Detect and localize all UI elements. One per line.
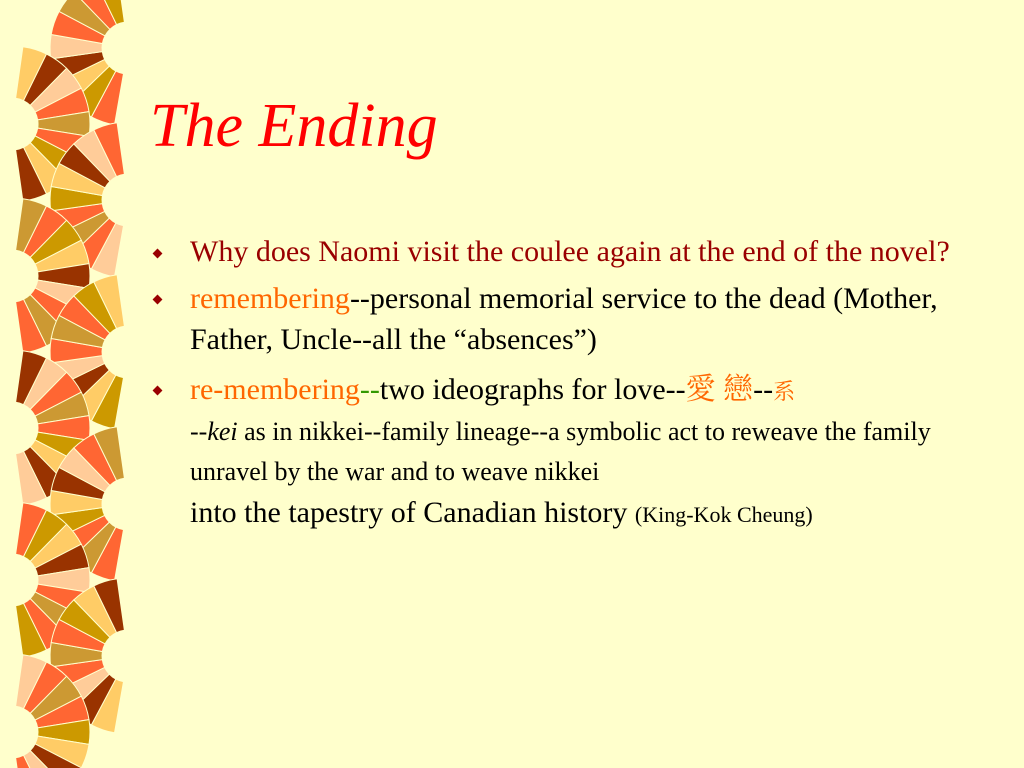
diamond-bullet-icon <box>153 386 163 396</box>
bullet-3-text-a: two ideographs for love-- <box>379 373 686 406</box>
bullet-3-text-b: as in nikkei--family lineage--a symbolic act to reweave the family unravel by the war and to weave nikkei <box>190 417 931 486</box>
bullet-3-dashes-3: -- <box>190 417 208 446</box>
term-re-membering: re-membering <box>190 373 360 406</box>
decorative-wave-border <box>0 0 140 768</box>
term-dashes: -- <box>359 373 380 406</box>
diamond-bullet-icon <box>153 295 163 305</box>
bullet-list <box>150 232 1010 535</box>
bullet-1-text: Why does Naomi visit the coulee again at the end of the novel? <box>190 235 950 268</box>
diamond-bullet-icon <box>153 249 163 259</box>
kei-word: kei <box>207 417 238 446</box>
slide-title: The Ending <box>150 92 438 160</box>
bullet-item-2 <box>150 278 1010 360</box>
bullet-3-continuation <box>190 412 1010 492</box>
bullet-item-3 <box>150 369 1010 535</box>
bullet-3-text-c: into the tapestry of Canadian history <box>190 496 635 529</box>
citation: (King-Kok Cheung) <box>634 502 813 527</box>
bullet-item-1 <box>150 232 1010 271</box>
bullet-3-last-line <box>190 492 1010 535</box>
term-remembering: remembering <box>190 282 350 315</box>
bullet-3-dashes-2: -- <box>753 373 774 406</box>
kanji-love: 愛 戀 <box>685 373 754 406</box>
bullet-2-text: --personal memorial service to the dead (Mother, Father, Uncle--all the “absences”) <box>190 282 938 356</box>
kanji-kei: 系 <box>773 379 796 404</box>
